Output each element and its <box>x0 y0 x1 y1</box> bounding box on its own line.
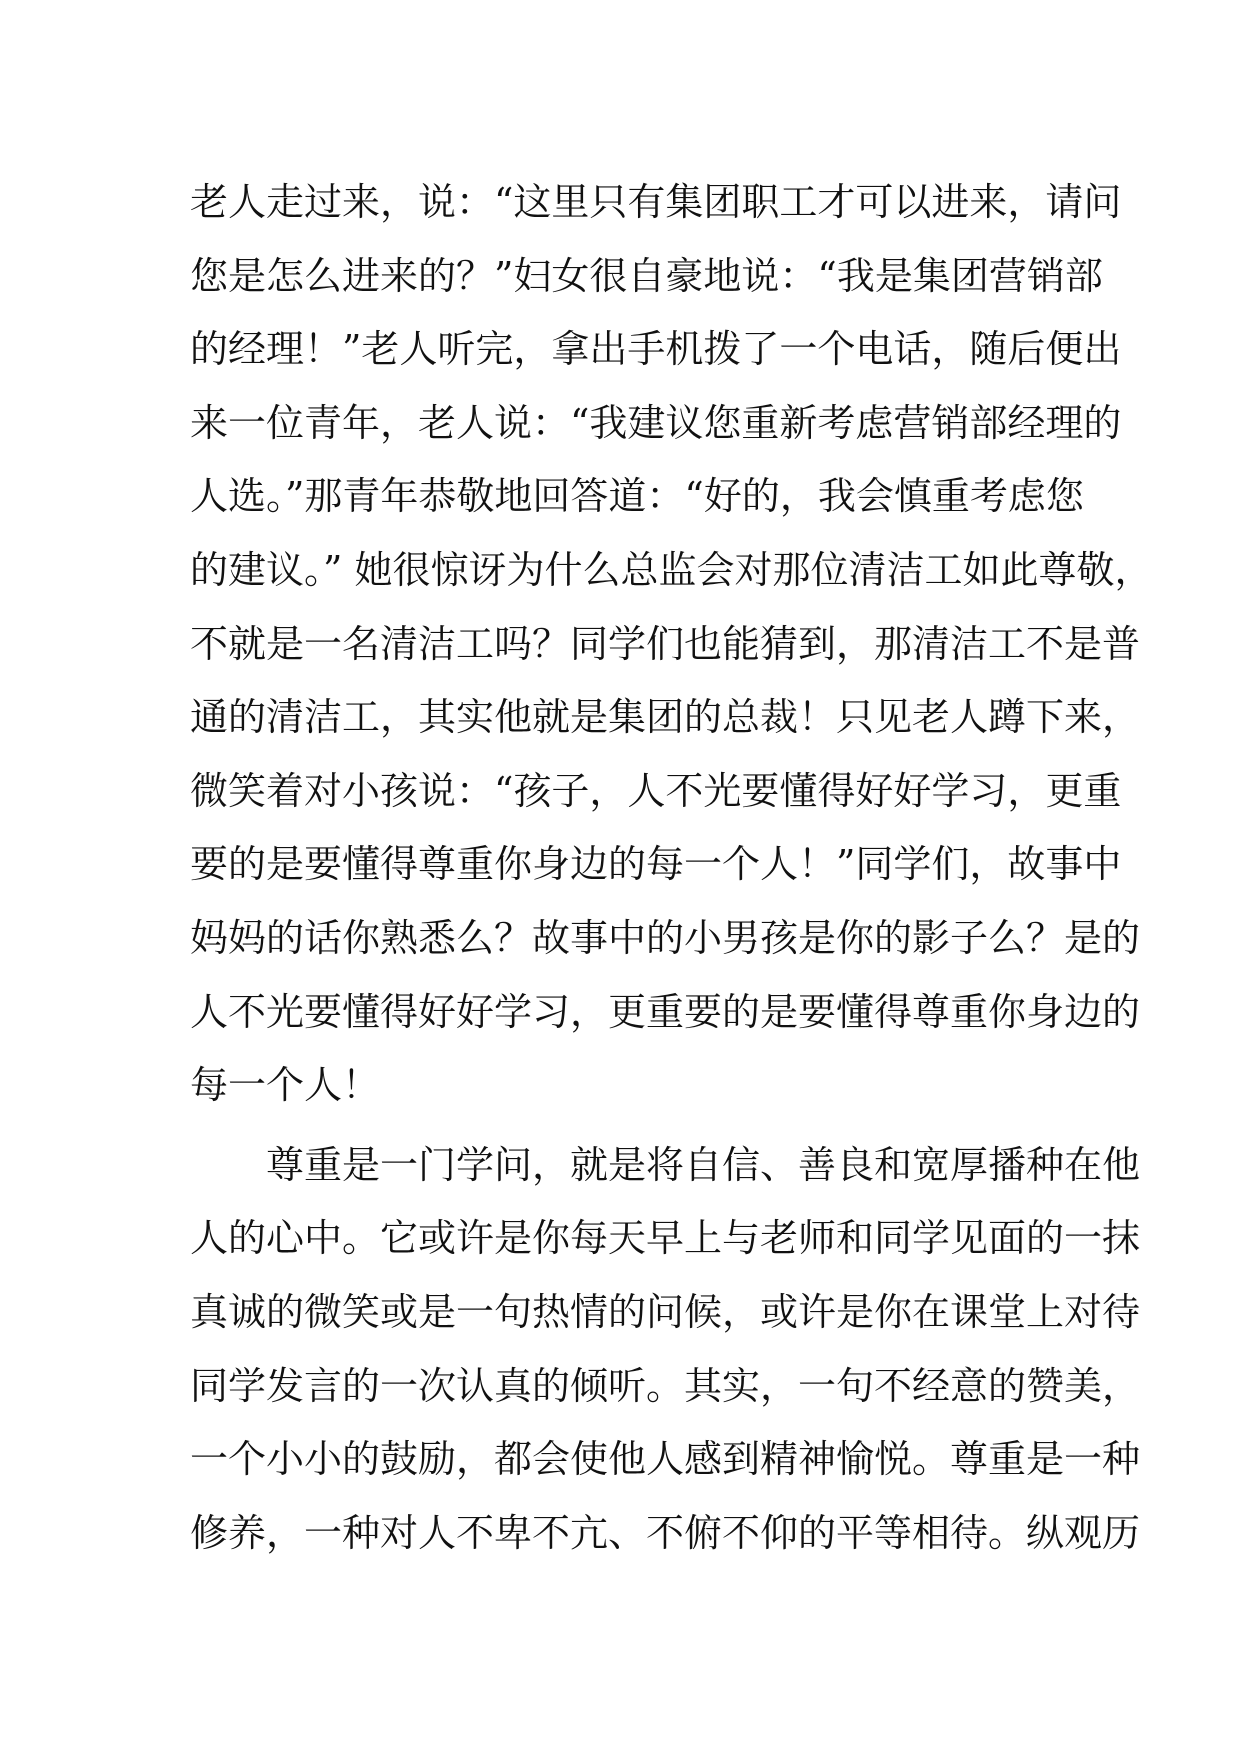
text-line: 微笑着对小孩说：“孩子，人不光要懂得好好学习，更重 <box>190 768 1122 813</box>
text-line: 同学发言的一次认真的倾听。其实，一句不经意的赞美， <box>190 1363 1141 1408</box>
text-line: 人的心中。它或许是你每天早上与老师和同学见面的一抹 <box>190 1216 1141 1261</box>
text-line: 老人走过来，说：“这里只有集团职工才可以进来，请问 <box>190 180 1122 224</box>
text-line: 人选。”那青年恭敬地回答道：“好的，我会慎重考虑您 <box>190 474 1084 519</box>
text-line: 的经理！”老人听完，拿出手机拨了一个电话，随后便出 <box>190 327 1122 372</box>
text-line: 要的是要懂得尊重你身边的每一个人！”同学们，故事中 <box>190 842 1122 887</box>
text-line: 您是怎么进来的？”妇女很自豪地说：“我是集团营销部 <box>190 253 1103 298</box>
text-line: 每一个人！ <box>190 1063 381 1108</box>
text-line: 真诚的微笑或是一句热情的问候，或许是你在课堂上对待 <box>190 1289 1141 1334</box>
text-line: 一个小小的鼓励，都会使他人感到精神愉悦。尊重是一种 <box>190 1437 1141 1482</box>
body-text <box>190 166 1153 1570</box>
text-line: 通的清洁工，其实他就是集团的总裁！只见老人蹲下来， <box>190 695 1141 740</box>
paragraph-start-line: 尊重是一门学问，就是将自信、善良和宽厚播种在他 <box>190 1142 1141 1187</box>
text-line: 的建议。” 她很惊讶为什么总监会对那位清洁工如此尊敬， <box>190 547 1153 592</box>
text-line: 来一位青年，老人说：“我建议您重新考虑营销部经理的 <box>190 400 1122 445</box>
text-line: 人不光要懂得好好学习，更重要的是要懂得尊重你身边的 <box>190 989 1141 1034</box>
text-line: 修养，一种对人不卑不亢、不俯不仰的平等相待。纵观历 <box>190 1510 1141 1555</box>
text-line: 妈妈的话你熟悉么？故事中的小男孩是你的影子么？是的 <box>190 915 1141 960</box>
text-line: 不就是一名清洁工吗？同学们也能猜到，那清洁工不是普 <box>190 621 1141 666</box>
